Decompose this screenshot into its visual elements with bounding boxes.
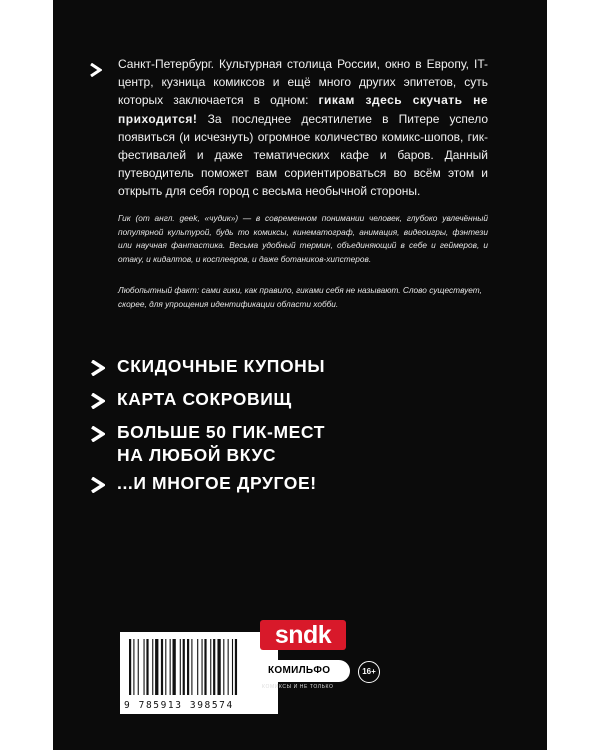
age-rating-badge: 16+ xyxy=(358,661,380,683)
intro-text-end: За последнее десятилетие в Питере успело появиться (и исчезнуть) огромное количество комикс-шопов, гик-фестивалей и даже тематических кафе и баров. Данный путеводитель поможет вам сориентироваться во всём этом и открыть для себя город с весьма необычной стороны. xyxy=(118,111,488,199)
barcode xyxy=(120,632,278,714)
feature-treasure-map: КАРТА СОКРОВИЩ xyxy=(117,389,292,409)
feature-chevron-icon xyxy=(91,426,103,440)
feature-and-more: ...И МНОГОЕ ДРУГОЕ! xyxy=(117,473,317,493)
intro-text-start: Санкт-Петербург. Культурная столица России, окно в Европу, IT-центр, кузница комиксов и ещё много других эпитетов, суть которых заключается в одном: xyxy=(118,57,488,108)
imprint-logo: КОМИЛЬФО xyxy=(258,660,350,682)
feature-geek-places-line2: НА ЛЮБОЙ ВКУС xyxy=(117,445,277,465)
imprint-tagline: КОМИКСЫ И НЕ ТОЛЬКО xyxy=(262,684,334,690)
feature-chevron-icon xyxy=(91,360,103,374)
feature-coupons: СКИДОЧНЫЕ КУПОНЫ xyxy=(117,356,326,376)
intro-chevron-icon xyxy=(90,63,102,77)
intro-highlight: гикам здесь скучать не приходится! xyxy=(118,93,488,126)
intro-paragraph xyxy=(118,55,488,201)
fun-fact: Любопытный факт: сами гики, как правило, гиками себя не называют. Слово существует, скорее, для упрощения идентификации области хобби. xyxy=(118,285,482,309)
geek-definition: Гик (от англ. geek, «чудик») — в современном понимании человек, глубоко увлечённый популярной культурой, будь то комиксы, кинематограф, анимация, видеоигры, фэнтези или научная фантастика. Весьма удобный термин, объединяющий в себе и геймеров, и отаку, и кидалтов, и косплееров, и даже ботаников-хипстеров. xyxy=(118,213,488,264)
barcode-bars xyxy=(129,639,269,695)
feature-geek-places-line1: БОЛЬШЕ 50 ГИК-МЕСТ xyxy=(117,422,326,442)
feature-chevron-icon xyxy=(91,393,103,407)
publisher-logo: sndk xyxy=(260,620,346,650)
isbn-number: 9 785913 398574 xyxy=(124,700,234,711)
feature-chevron-icon xyxy=(91,477,103,491)
